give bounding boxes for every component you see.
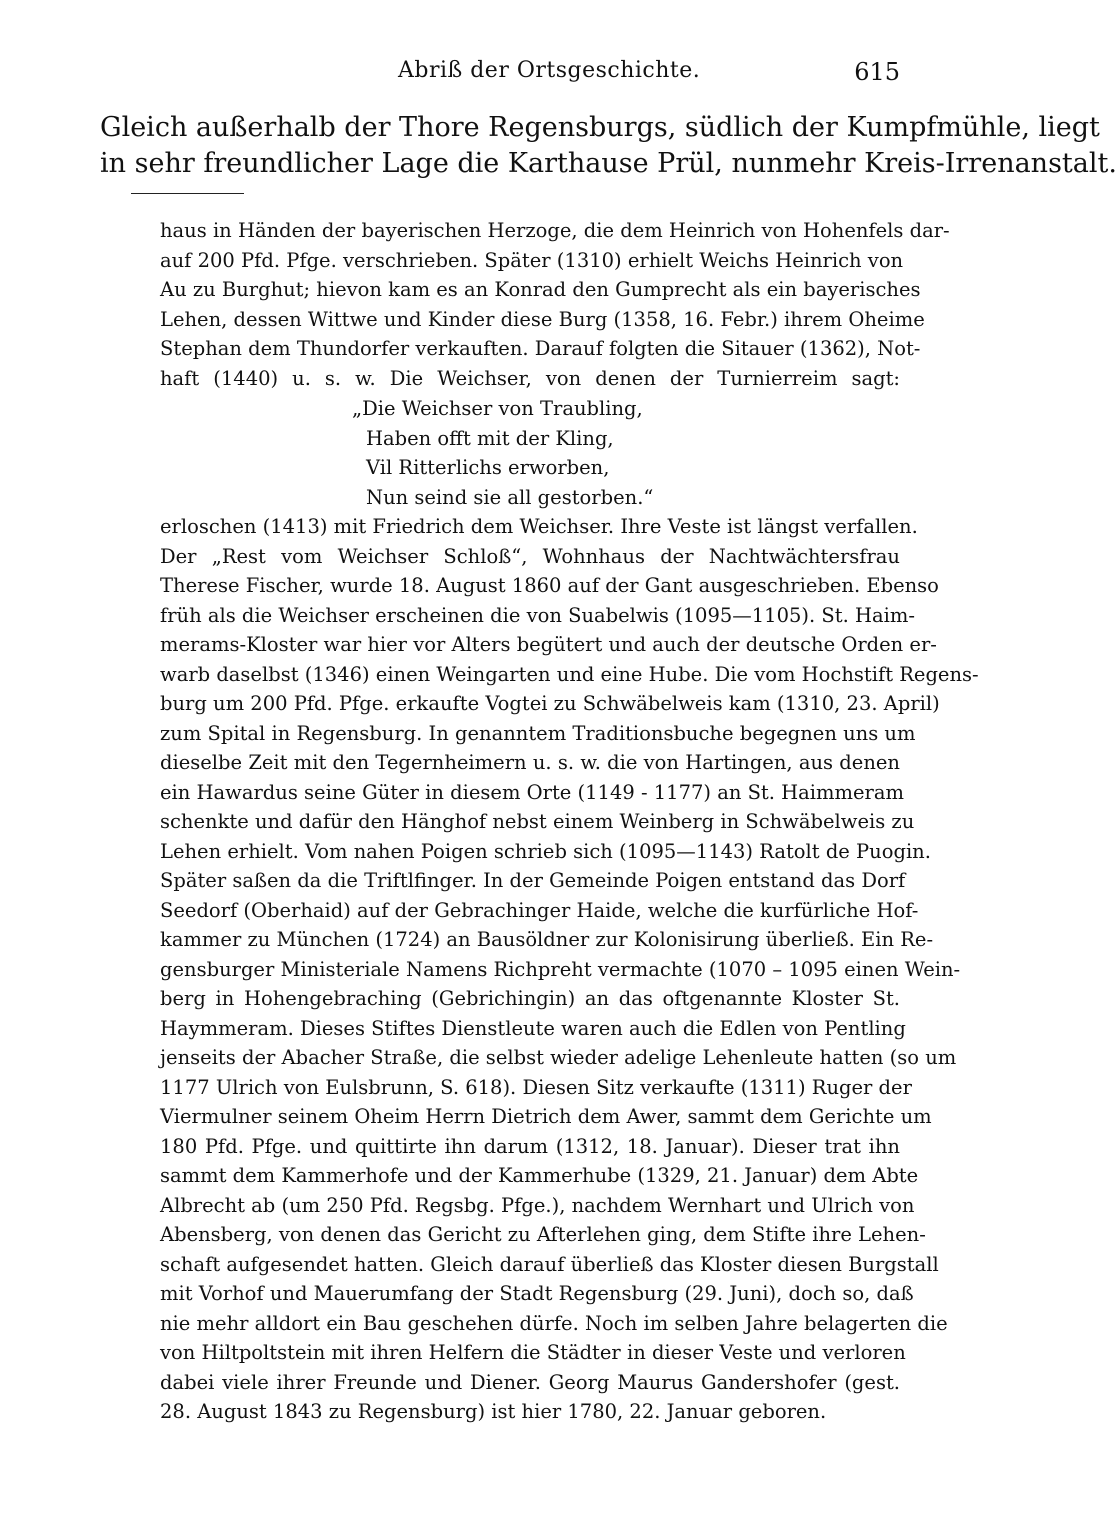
text-line: erloschen (1413) mit Friedrich dem Weichser. Ihre Veste ist längst verfallen. — [160, 515, 918, 538]
text-line: von Hiltpoltstein mit ihren Helfern die Städter in dieser Veste und verloren — [160, 1341, 906, 1364]
text-line: kammer zu München (1724) an Bausöldner zur Kolonisirung überließ. Ein Re- — [160, 928, 934, 951]
text-line: Viermulner seinem Oheim Herrn Dietrich dem Awer, sammt dem Gerichte um — [160, 1105, 932, 1128]
paragraph-1 — [160, 216, 950, 393]
text-line: ein Hawardus seine Güter in diesem Orte (1149 - 1177) an St. Haimmeram — [160, 780, 904, 804]
page-number: 615 — [854, 58, 900, 86]
text-line: 180 Pfd. Pfge. und quittirte ihn darum (1312, 18. Januar). Dieser trat ihn — [160, 1134, 900, 1158]
text-line: Lehen, dessen Wittwe und Kinder diese Burg (1358, 16. Febr.) ihrem Oheime — [160, 307, 925, 331]
text-line: sammt dem Kammerhofe und der Kammerhube (1329, 21. Januar) dem Abte — [160, 1164, 919, 1187]
running-head — [100, 58, 900, 90]
text-line: zum Spital in Regensburg. In genanntem Traditionsbuche begegnen uns um — [160, 721, 916, 745]
text-line: haft (1440) u. s. w. Die Weichser, von denen der Turnierreim sagt: — [160, 366, 900, 390]
separator-rule — [131, 193, 244, 194]
text-line: Seedorf (Oberhaid) auf der Gebrachinger Haide, welche die kurfürliche Hof- — [160, 898, 919, 922]
text-line: mit Vorhof und Mauerumfang der Stadt Regensburg (29. Juni), doch so, daß — [160, 1282, 914, 1305]
verse-line: Vil Ritterlichs erworben, — [366, 456, 610, 479]
text-line: 28. August 1843 zu Regensburg) ist hier 1780, 22. Januar geboren. — [160, 1400, 827, 1423]
text-line: nie mehr alldort ein Bau geschehen dürfe. Noch im selben Jahre belagerten die — [160, 1311, 948, 1335]
text-line: berg in Hohengebraching (Gebrichingin) an das oftgenannte Kloster St. — [160, 987, 900, 1010]
text-line: Später saßen da die Triftlfinger. In der Gemeinde Poigen entstand das Dorf — [160, 869, 906, 892]
text-line: Albrecht ab (um 250 Pfd. Regsbg. Pfge.), nachdem Wernhart und Ulrich von — [160, 1193, 915, 1217]
text-line: Abensberg, von denen das Gericht zu Afterlehen ging, dem Stifte ihre Lehen- — [160, 1223, 926, 1246]
text-line: Der „Rest vom Weichser Schloß“, Wohnhaus der Nachtwächtersfrau — [160, 544, 900, 568]
text-line: jenseits der Abacher Straße, die selbst wieder adelige Lehenleute hatten (so um — [160, 1046, 957, 1069]
text-line: merams-Kloster war hier vor Alters begütert und auch der deutsche Orden er- — [160, 633, 937, 656]
caption-line: in sehr freundlicher Lage die Karthause Prül, nunmehr Kreis-Irrenanstalt. — [100, 148, 1117, 179]
text-line: auf 200 Pfd. Pfge. verschrieben. Später (1310) erhielt Weichs Heinrich von — [160, 248, 904, 272]
text-line: Stephan dem Thundorfer verkauften. Darauf folgten die Sitauer (1362), Not- — [160, 337, 921, 360]
text-line: haus in Händen der bayerischen Herzoge, die dem Heinrich von Hohenfels dar- — [160, 219, 950, 242]
verse-line: Nun seind sie all gestorben.“ — [366, 485, 654, 509]
text-line: Au zu Burghut; hievon kam es an Konrad den Gumprecht als ein bayerisches — [160, 278, 921, 301]
caption-line: Gleich außerhalb der Thore Regensburgs, südlich der Kumpfmühle, liegt — [100, 112, 1100, 143]
text-line: gensburger Ministeriale Namens Richpreht vermachte (1070 – 1095 einen Wein- — [160, 957, 961, 981]
verse-line: Haben offt mit der Kling, — [366, 426, 614, 450]
verse-quote — [352, 394, 653, 512]
illustration-caption — [100, 110, 1117, 182]
text-line: warb daselbst (1346) einen Weingarten und eine Hube. Die vom Hochstift Regens- — [160, 662, 979, 686]
text-line: burg um 200 Pfd. Pfge. erkaufte Vogtei zu Schwäbelweis kam (1310, 23. April) — [160, 692, 940, 715]
paragraph-2 — [160, 512, 979, 1427]
text-line: Lehen erhielt. Vom nahen Poigen schrieb sich (1095—1143) Ratolt de Puogin. — [160, 839, 931, 863]
text-line: schenkte und dafür den Hänghof nebst einem Weinberg in Schwäbelweis zu — [160, 810, 915, 833]
text-line: Therese Fischer, wurde 18. August 1860 auf der Gant ausgeschrieben. Ebenso — [160, 574, 939, 597]
running-head-title: Abriß der Ortsgeschichte. — [398, 58, 701, 83]
text-line: früh als die Weichser erscheinen die von Suabelwis (1095—1105). St. Haim- — [160, 603, 915, 627]
text-line: Haymmeram. Dieses Stiftes Dienstleute waren auch die Edlen von Pentling — [160, 1016, 906, 1040]
verse-line: „Die Weichser von Traubling, — [352, 397, 643, 420]
text-line: 1177 Ulrich von Eulsbrunn, S. 618). Diesen Sitz verkaufte (1311) Ruger der — [160, 1075, 912, 1099]
text-line: schaft aufgesendet hatten. Gleich darauf überließ das Kloster diesen Burgstall — [160, 1252, 939, 1276]
text-line: dieselbe Zeit mit den Tegernheimern u. s. w. die von Hartingen, aus denen — [160, 751, 900, 774]
text-line: dabei viele ihrer Freunde und Diener. Georg Maurus Gandershofer (gest. — [160, 1370, 900, 1394]
